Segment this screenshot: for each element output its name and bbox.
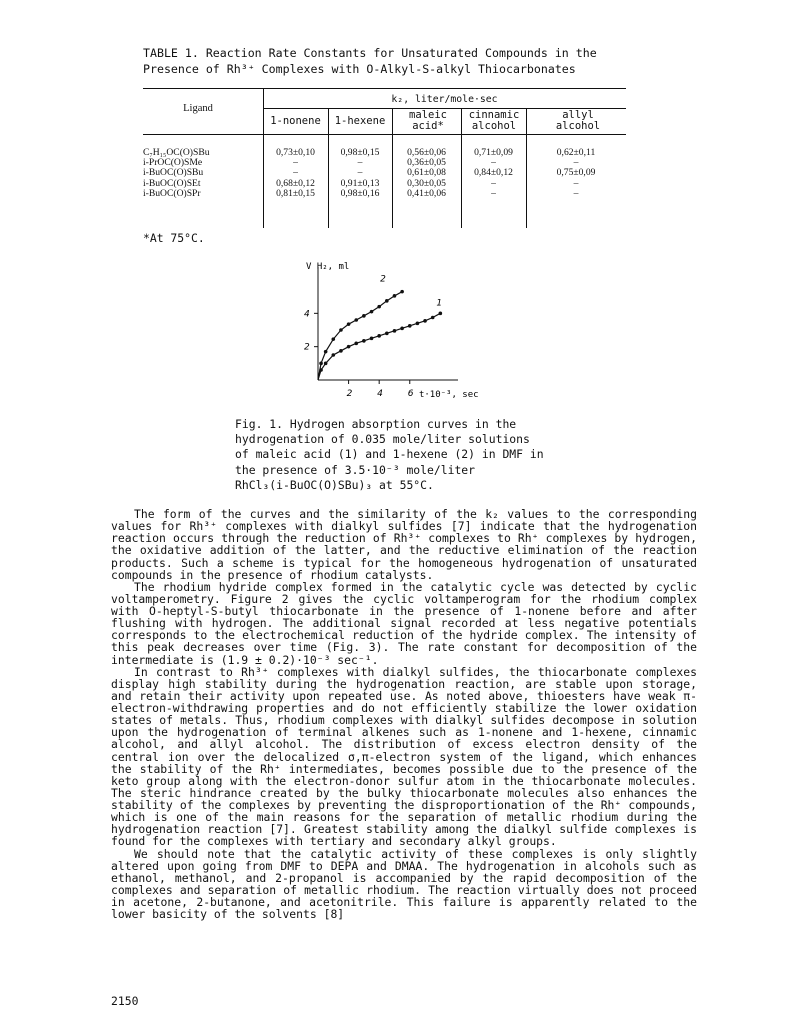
x-tick-label: 2 — [346, 389, 353, 399]
data-point — [362, 314, 366, 318]
paragraph: We should note that the catalytic activity of these complexes is only slightly altered upon going from DMF to DEPA and DMAA. The hydrogenation in alcohols such as ethanol, methanol, and 2-propanol is accompanied by the rapid decomposition of the complexes and separation of metallic rhodium. The reaction virtually does not proceed in acetone, 2-butanone, and acetonitrile. This failure is apparently related to the lower basicity of the solvents [8] — [111, 846, 697, 922]
table-caption — [143, 45, 643, 77]
chart-axes — [314, 267, 458, 384]
table-caption-line: TABLE 1. Reaction Rate Constants for Unsaturated Compounds in the — [143, 46, 597, 60]
data-point — [354, 342, 358, 346]
table-cell: 0,62±0,11 — [556, 147, 596, 158]
table-cell: 0,81±0,15 — [276, 187, 315, 199]
table-cell: 0,68±0,12 — [276, 177, 315, 189]
x-axis-label: t·10⁻³, sec — [418, 390, 479, 400]
ligand-name: i-BuOC(O)SPr — [143, 187, 201, 199]
data-point — [385, 299, 389, 303]
table-cell: – — [491, 177, 496, 189]
table-cell: 0,73±0,10 — [276, 147, 315, 158]
allyl-column — [526, 148, 626, 199]
table-top-rule — [143, 88, 626, 89]
data-point — [324, 362, 328, 366]
paragraph: The form of the curves and the similarity of the k₂ values to the corresponding values for Rh³⁺ complexes with dialkyl sulfides [7] indicate that the hydrogenation reaction occurs through the reduction of Rh³⁺ complexes to Rh⁺ complexes by hydrogen, the oxidative addition of the latter, and the reductive elimination of the reaction products. Such a scheme is typical for the homogeneous hydrogenation of unsaturated compounds in the presence of rhodium catalysts. — [111, 507, 697, 582]
series-label: 1 — [436, 298, 443, 309]
table-cell: 0,91±0,13 — [340, 177, 380, 189]
table-cell: – — [573, 157, 579, 169]
series-line-1 — [318, 313, 440, 380]
column-header: allyl alcohol — [555, 109, 601, 132]
body-text — [111, 508, 697, 920]
maleic-column — [392, 148, 461, 199]
table-cell: 0,71±0,09 — [474, 147, 513, 158]
data-point — [347, 322, 351, 326]
ligand-name: i-BuOC(O)SEt — [143, 177, 201, 189]
y-tick-label: 2 — [304, 342, 310, 353]
header-ligand: Ligand — [183, 103, 213, 114]
figure-caption-line: the presence of 3.5·10⁻³ mole/liter — [235, 462, 476, 477]
table-cell: – — [293, 167, 298, 179]
table-cell: – — [491, 187, 496, 199]
figure-caption-line: hydrogenation of 0.035 mole/liter solutions — [235, 432, 530, 447]
paragraph: The rhodium hydride complex formed in the catalytic cycle was detected by cyclic voltamperometry. Figure 2 gives the cyclic voltamperogram for the rhodium complex with O-heptyl-S-butyl thiocarbonate in the presence of 1-nonene before and after flushing with hydrogen. The additional signal recorded at less negative potentials corresponds to the electrochemical reduction of the hydride complex. The intensity of this peak decreases over time (Fig. 3). The rate constant for decomposition of the intermediate is (1.9 ± 0.2)·10⁻³ sec⁻¹. — [111, 579, 697, 667]
x-tick-label: 4 — [377, 389, 383, 399]
rate-constants-table — [143, 88, 626, 228]
paragraph: In contrast to Rh³⁺ complexes with dialkyl sulfides, the thiocarbonate complexes display high stability during the hydrogenation reaction, are stable upon storage, and retain their activity upon repeated use. As noted above, thioesters have weak π-electron-withdrawing properties and do not efficiently stabilize the lower oxidation states of metals. Thus, rhodium complexes with dialkyl sulfides decompose in solution upon the hydrogenation of terminal alkenes such as 1-nonene and 1-hexene, cinnamic alcohol, and allyl alcohol. The distribution of excess electron density of the central ion over the delocalized σ,π-electron system of the ligand, which enhances the stability of the Rh⁺ intermediates, becomes possible due to the presence of the keto group along with the electron-donor sulfur atom in the thiocarbonate molecules. The steric hindrance created by the bulky thiocarbonate molecules also enhances the stability of the complexes by preventing the disproportionation of the Rh⁺ compounds, which is one of the main reasons for the separation of metallic rhodium during the hydrogenation reaction [7]. Greatest stability among the dialkyl sulfide complexes is found for the complexes with tertiary and secondary alkyl groups. — [111, 664, 697, 849]
table-cell: 0,84±0,12 — [474, 167, 513, 179]
data-point — [324, 350, 328, 354]
data-point — [385, 332, 389, 336]
table-cell: 0,75±0,09 — [556, 167, 596, 179]
data-point — [400, 290, 404, 294]
ligand-column — [143, 148, 210, 199]
data-point — [393, 294, 397, 298]
data-point — [416, 322, 420, 326]
data-point — [393, 329, 397, 333]
data-point — [347, 345, 351, 349]
data-point — [370, 310, 374, 314]
column-header: cinnamic alcohol — [468, 109, 520, 132]
ligand-name: C₇H₁₅OC(O)SBu — [143, 147, 210, 158]
table-cell: 0,36±0,05 — [407, 157, 446, 169]
nonene-column — [263, 148, 328, 199]
table-cell: 0,98±0,16 — [340, 187, 380, 199]
series-line-2 — [318, 292, 402, 380]
data-point — [377, 334, 381, 338]
table-cell: 0,41±0,06 — [407, 187, 446, 199]
ligand-name: i-BuOC(O)SBu — [143, 167, 204, 179]
data-point — [362, 339, 366, 343]
table-cell: – — [293, 157, 298, 169]
figure-caption-line: RhCl₃(i-BuOC(O)SBu)₃ at 55°C. — [235, 477, 434, 492]
column-header: 1-nonene — [270, 115, 321, 127]
data-point — [377, 305, 381, 309]
data-point — [439, 312, 443, 316]
ligand-name: i-PrOC(O)SMe — [143, 157, 203, 169]
data-point — [339, 349, 343, 353]
column-header: maleic acid* — [409, 109, 447, 132]
data-point — [408, 324, 412, 328]
x-tick-label: 6 — [407, 389, 414, 399]
header-units: k₂, liter/mole·sec — [391, 94, 498, 105]
data-point — [339, 328, 343, 332]
table-cell: – — [357, 167, 363, 179]
table-cell: – — [357, 157, 363, 169]
table-cell: 0,61±0,08 — [407, 167, 446, 179]
data-point — [354, 318, 358, 322]
figure-caption-line: of maleic acid (1) and 1-hexene (2) in DMF in — [235, 447, 544, 462]
table-cell: – — [573, 177, 579, 189]
table-header-rule — [143, 134, 626, 135]
page-number: 2150 — [111, 994, 139, 1008]
table-cell: – — [573, 187, 579, 199]
y-tick-label: 4 — [304, 309, 310, 320]
chart-labels — [304, 262, 479, 400]
data-point — [431, 316, 435, 320]
table-footnote: *At 75°C. — [143, 231, 205, 245]
data-point — [423, 319, 427, 323]
figure-caption — [235, 417, 615, 493]
data-point — [400, 327, 404, 331]
cinnamic-column — [461, 148, 526, 199]
data-point — [370, 337, 374, 341]
data-point — [331, 337, 335, 341]
table-cell: 0,30±0,05 — [407, 177, 446, 189]
table-cell: – — [491, 157, 496, 169]
hexene-column — [328, 148, 392, 199]
column-header: 1-hexene — [334, 115, 386, 127]
figure-caption-line: Fig. 1. Hydrogen absorption curves in the — [235, 417, 517, 431]
table-cell: 0,98±0,15 — [340, 147, 380, 158]
chart-series-group — [318, 290, 442, 380]
hydrogen-absorption-chart — [280, 255, 530, 415]
series-label: 2 — [380, 274, 386, 285]
table-caption-line: Presence of Rh³⁺ Complexes with O-Alkyl-S-alkyl Thiocarbonates — [143, 62, 576, 76]
data-point — [331, 353, 335, 357]
data-point — [319, 362, 323, 366]
y-axis-label: V H₂, ml — [306, 262, 350, 272]
table-cell: 0,56±0,06 — [407, 147, 446, 158]
